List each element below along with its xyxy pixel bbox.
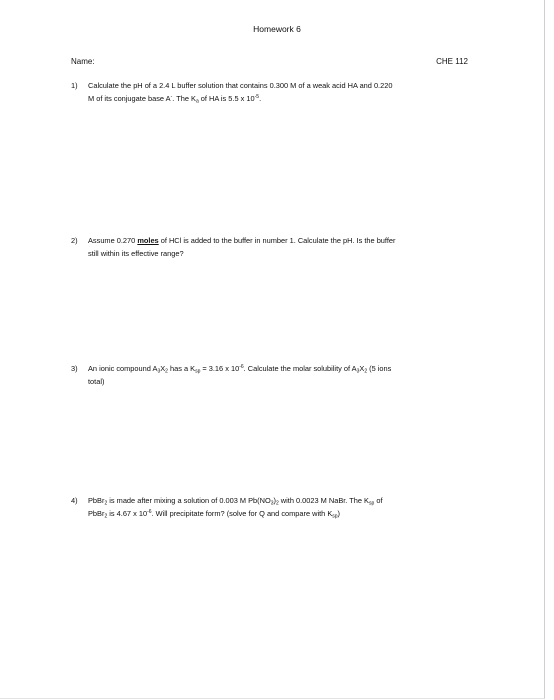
question-line xyxy=(88,79,493,92)
text-fragment: of xyxy=(374,496,383,505)
emphasis-text: moles xyxy=(137,236,159,245)
text-fragment: of HCl is added to the buffer in number 1. Calculate the pH. Is the buffer xyxy=(158,236,396,245)
subscript: a xyxy=(195,98,199,105)
course-code: CHE 112 xyxy=(436,57,468,66)
subscript: 2 xyxy=(364,368,368,375)
name-label: Name: xyxy=(71,57,95,66)
subscript: 3 xyxy=(157,368,161,375)
subscript: 2 xyxy=(275,500,279,507)
text-fragment: . Calculate the molar solubility of A xyxy=(243,364,357,373)
text-fragment: = 3.16 x 10 xyxy=(200,364,240,373)
text-fragment: (5 ions xyxy=(367,364,392,373)
subscript: sp xyxy=(332,513,338,520)
question-number: 2) xyxy=(71,236,78,245)
subscript: 3 xyxy=(356,368,360,375)
question-line xyxy=(88,494,493,507)
question-line xyxy=(88,92,493,105)
question-line xyxy=(88,375,493,388)
subscript: 3 xyxy=(270,500,274,507)
document-title: Homework 6 xyxy=(253,24,301,34)
superscript: - xyxy=(170,94,173,100)
text-fragment: with 0.0023 M NaBr. The K xyxy=(278,496,369,505)
question-number: 3) xyxy=(71,364,78,373)
text-fragment: ) xyxy=(273,496,276,505)
superscript: -6 xyxy=(147,509,152,515)
text-fragment: PbBr xyxy=(88,509,105,518)
text-fragment: . The K xyxy=(172,94,196,103)
question-text xyxy=(88,234,493,260)
text-fragment: Assume 0.270 xyxy=(88,236,138,245)
question-text xyxy=(88,79,493,105)
text-fragment: has a K xyxy=(167,364,196,373)
subscript: sp xyxy=(369,500,375,507)
question-line xyxy=(88,362,493,375)
question-number: 4) xyxy=(71,496,78,505)
text-fragment: X xyxy=(160,364,166,373)
question-number: 1) xyxy=(71,81,78,90)
text-fragment: . xyxy=(259,94,262,103)
question-line xyxy=(88,247,493,260)
text-fragment: . Will precipitate form? (solve for Q and compare with K xyxy=(151,509,333,518)
text-fragment: is made after mixing a solution of 0.003 M Pb(NO xyxy=(107,496,271,505)
text-fragment: is 4.67 x 10 xyxy=(107,509,148,518)
text-fragment: still within its effective range? xyxy=(88,249,184,258)
text-fragment: M of its conjugate base A xyxy=(88,94,171,103)
subscript: 2 xyxy=(104,500,108,507)
text-fragment: An ionic compound A xyxy=(88,364,158,373)
text-fragment: total) xyxy=(88,377,105,386)
question-line xyxy=(88,507,493,520)
text-fragment: X xyxy=(359,364,365,373)
subscript: sp xyxy=(195,368,201,375)
text-fragment: PbBr xyxy=(88,496,105,505)
question-text xyxy=(88,362,493,388)
subscript: 2 xyxy=(165,368,168,375)
question-line xyxy=(88,234,493,247)
superscript: -5 xyxy=(254,94,260,100)
question-text xyxy=(88,494,493,520)
subscript: 2 xyxy=(104,513,108,520)
text-fragment: Calculate the pH of a 2.4 L buffer solution that contains 0.300 M of a weak acid HA and 0.220 xyxy=(88,81,393,90)
text-fragment: ) xyxy=(337,509,341,518)
superscript: -6 xyxy=(239,364,244,370)
text-fragment: of HA is 5.5 x 10 xyxy=(198,94,255,103)
